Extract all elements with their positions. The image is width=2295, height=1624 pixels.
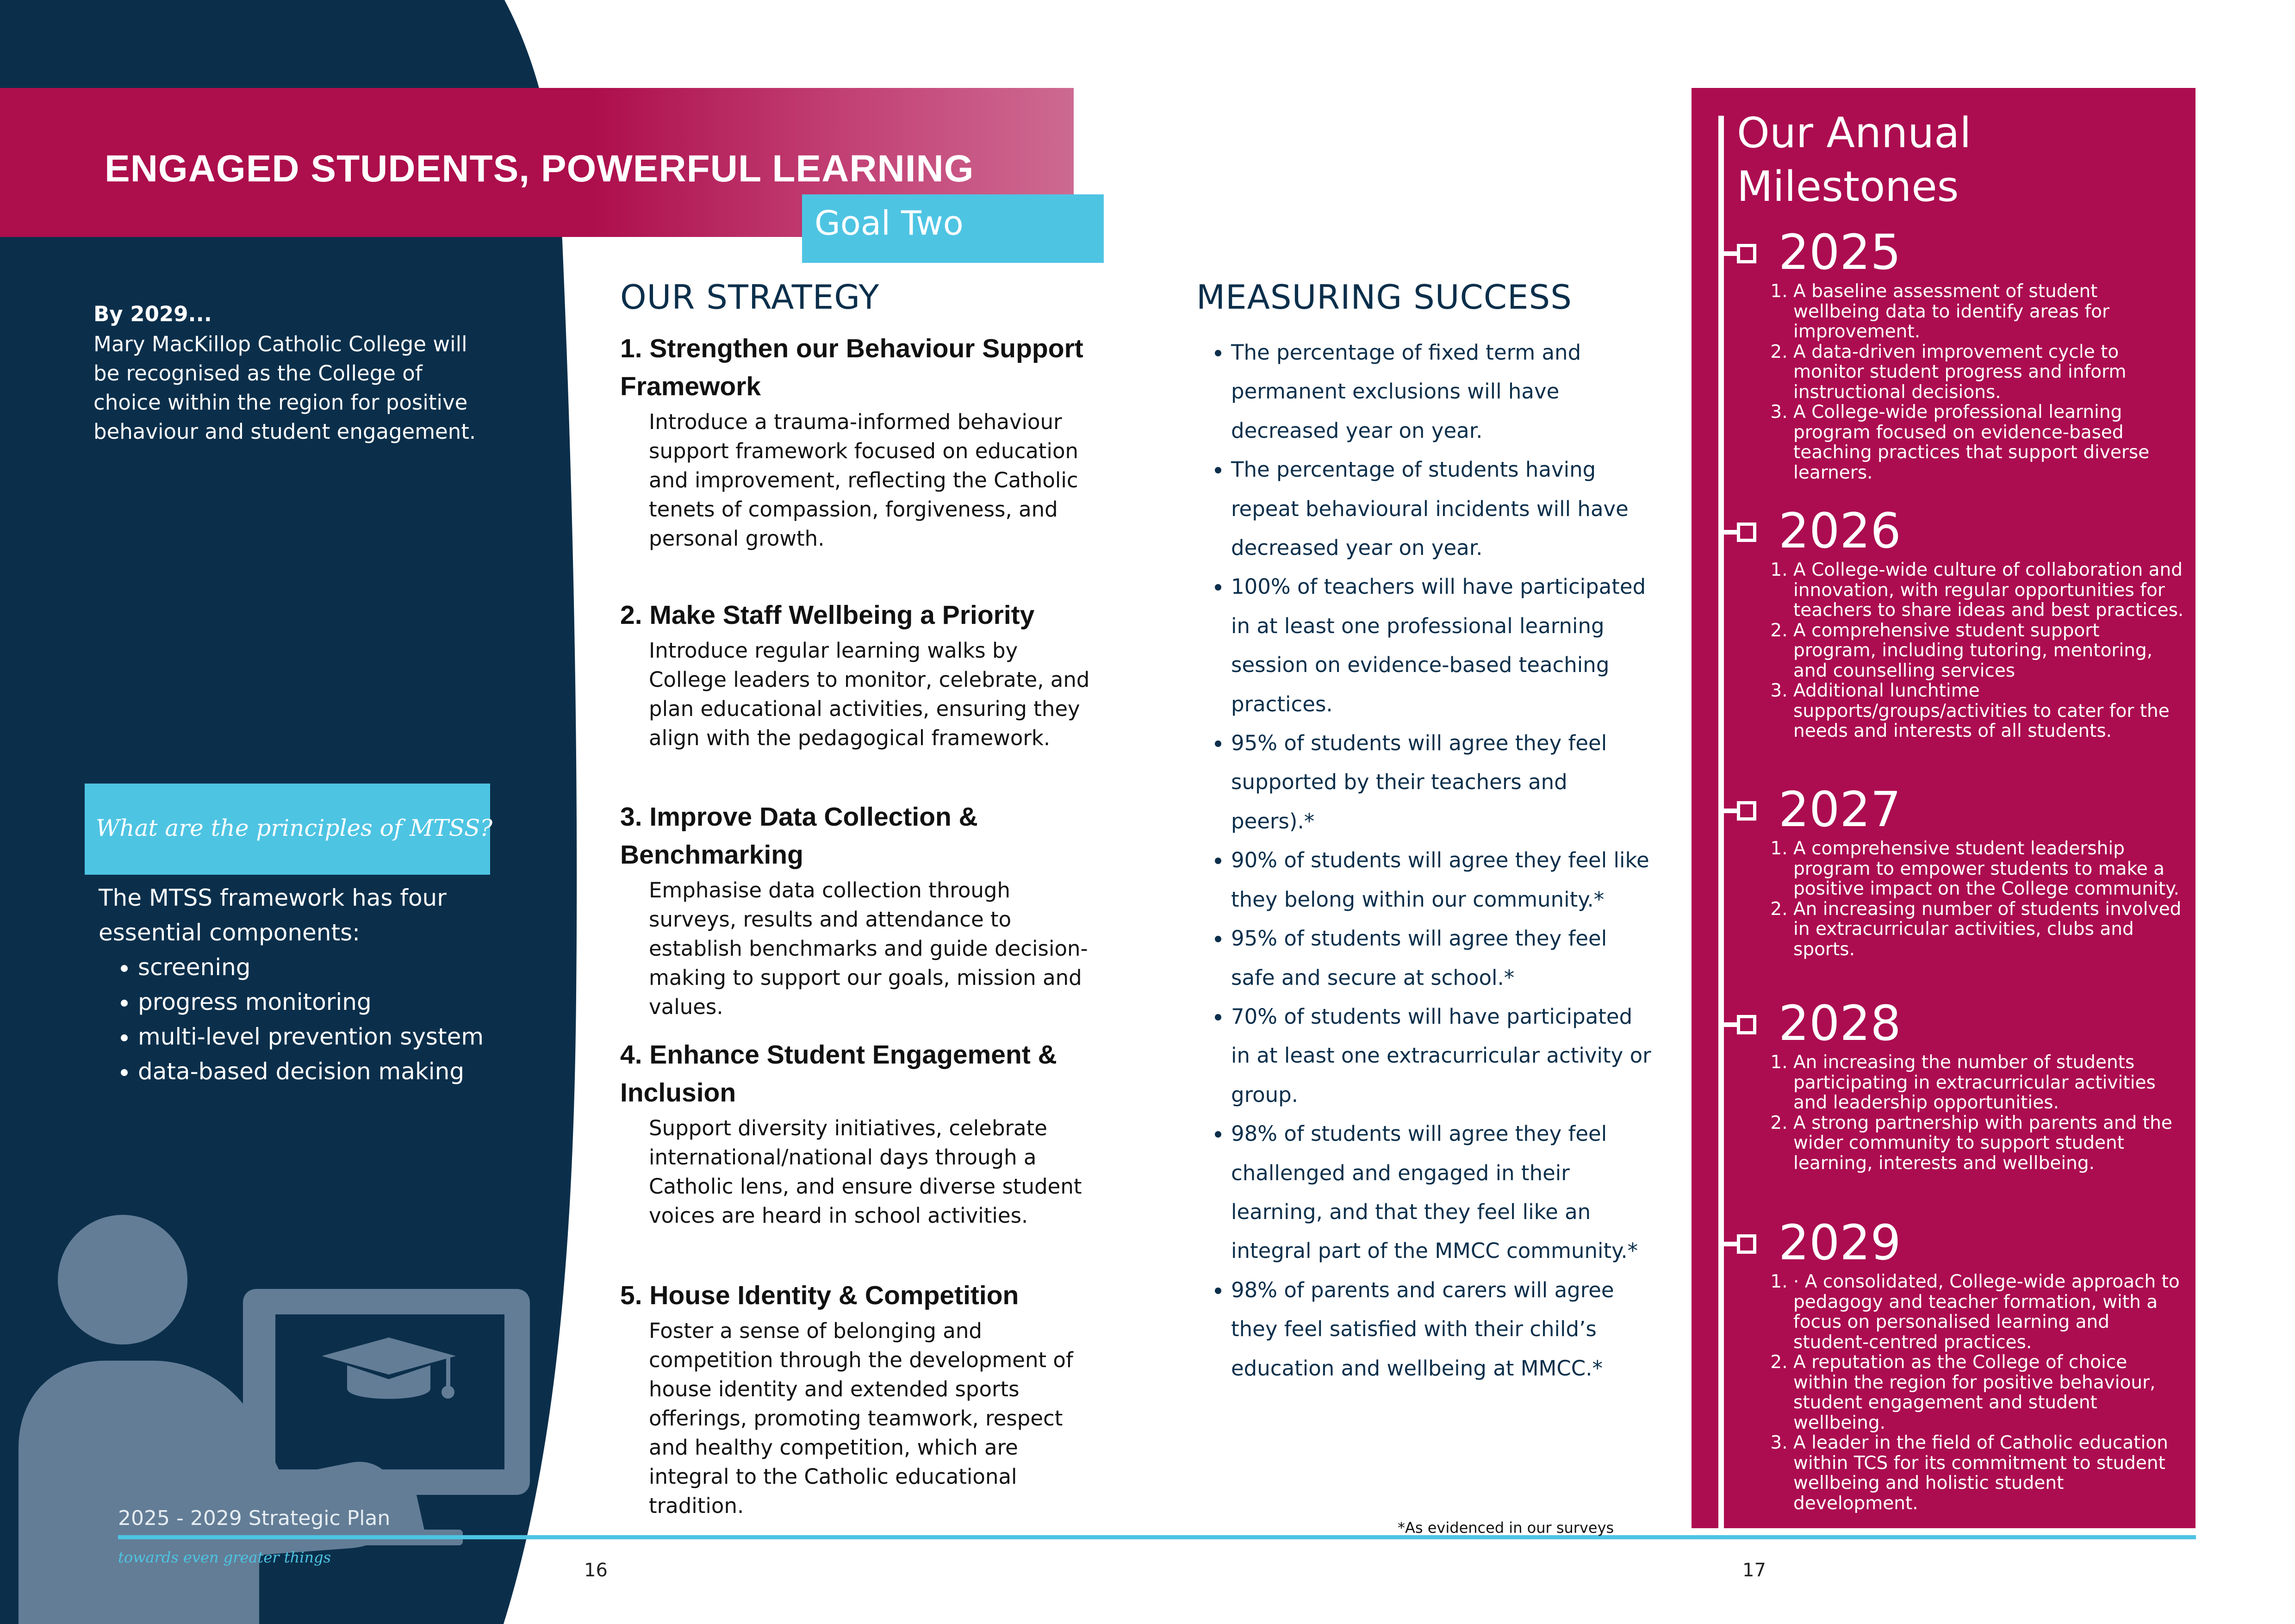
page-title: ENGAGED STUDENTS, POWERFUL LEARNING — [105, 148, 974, 190]
list-item: • 70% of students will have participated in at least one extracurricular activity or group. — [1231, 997, 1657, 1114]
list-item: • 90% of students will agree they feel like they belong within our community.* — [1231, 841, 1657, 919]
strategy-item-body: Emphasise data collection through surveys, results and attendance to establish benchmarks and guide decision-making to support our goals, mission and values. — [649, 878, 1088, 1019]
timeline-node-icon — [1737, 1015, 1756, 1034]
measuring-success-list — [1203, 333, 1657, 1388]
goal-label: Goal Two — [815, 204, 964, 243]
milestone-list — [1760, 560, 2187, 741]
mtss-question: What are the principles of MTSS? — [96, 815, 493, 841]
list-item: • multi-level prevention system — [138, 1020, 545, 1054]
strategy-item-body: Introduce regular learning walks by College leaders to monitor, celebrate, and plan educational activities, ensuring they align with the pedagogical framework. — [649, 638, 1090, 750]
strategy-item — [620, 798, 1092, 1021]
strategy-item-title: 2. Make Staff Wellbeing a Priority — [620, 600, 1035, 630]
list-item: • The percentage of students having repeat behavioural incidents will have decreased year on year. — [1231, 450, 1657, 567]
list-item: 2. A comprehensive student support program, including tutoring, mentoring, and counselling services — [1793, 621, 2187, 681]
strategy-item — [620, 596, 1092, 753]
strategy-item-title: 5. House Identity & Competition — [620, 1281, 1019, 1310]
milestone-year: 2025 — [1779, 224, 1901, 280]
list-item: 1. An increasing the number of students participating in extracurricular activities and leadership opportunities. — [1793, 1052, 2187, 1113]
milestone-list — [1760, 839, 2187, 959]
timeline-node-icon — [1737, 244, 1756, 263]
footer-plan-label: 2025 - 2029 Strategic Plan — [118, 1506, 391, 1530]
list-item: • The percentage of fixed term and permanent exclusions will have decreased year on year. — [1231, 333, 1657, 450]
page-number-left: 16 — [584, 1560, 608, 1581]
list-item: • 98% of students will agree they feel challenged and engaged in their learning, and that they feel like an integral part of the MMCC community.* — [1231, 1114, 1657, 1271]
measuring-success-heading: MEASURING SUCCESS — [1196, 278, 1572, 317]
milestone-year: 2026 — [1779, 503, 1901, 559]
milestone-list — [1760, 1272, 2187, 1513]
timeline-line — [1718, 116, 1724, 1528]
footer-tagline: towards even greater things — [118, 1549, 331, 1566]
list-item: 2. A strong partnership with parents and the wider community to support student learning, interests and wellbeing. — [1793, 1113, 2187, 1174]
milestones-title: Our Annual Milestones — [1737, 109, 1972, 211]
strategy-item-body: Introduce a trauma-informed behaviour support framework focused on education and improvement, reflecting the Catholic tenets of compassion, forgiveness, and personal growth. — [649, 410, 1078, 551]
timeline-node-icon — [1737, 801, 1756, 821]
list-item: 2. A reputation as the College of choice within the region for positive behaviour, student engagement and student wellbeing. — [1793, 1352, 2187, 1433]
milestone-list — [1760, 1052, 2187, 1173]
vision-heading: By 2029... — [93, 302, 212, 326]
timeline-connector — [1718, 1242, 1738, 1246]
list-item: 1. A College-wide culture of collaboration and innovation, with regular opportunities for teachers to share ideas and best practices. — [1793, 560, 2187, 621]
milestone-year: 2028 — [1779, 995, 1901, 1052]
list-item: • 100% of teachers will have participated in at least one professional learning session on evidence-based teaching practices. — [1231, 567, 1657, 724]
strategy-item-body: Support diversity initiatives, celebrate international/national days through a Catholic lens, and ensure diverse student voices are heard in school activities. — [649, 1116, 1082, 1228]
footer-divider — [118, 1535, 2196, 1539]
mtss-intro: The MTSS framework has four essential components: — [99, 884, 447, 946]
list-item: 3. Additional lunchtime supports/groups/activities to cater for the needs and interests of all students. — [1793, 681, 2187, 741]
list-item: 1. A comprehensive student leadership program to empower students to make a positive impact on the College community. — [1793, 839, 2187, 899]
list-item: • 95% of students will agree they feel supported by their teachers and peers).* — [1231, 724, 1657, 841]
strategy-item — [620, 1036, 1092, 1230]
strategy-item-title: 3. Improve Data Collection & Benchmarking — [620, 802, 978, 870]
strategy-item-body: Foster a sense of belonging and competition through the development of house identity and extended sports offerings, promoting teamwork, respect and healthy competition, which are integral to the Catholic educational tradition. — [649, 1319, 1073, 1518]
list-item: • 98% of parents and carers will agree they feel satisfied with their child’s education and wellbeing at MMCC.* — [1231, 1271, 1657, 1388]
strategy-heading: OUR STRATEGY — [620, 278, 880, 317]
milestone-list — [1760, 281, 2187, 483]
list-item: 1. A baseline assessment of student wellbeing data to identify areas for improvement. — [1793, 281, 2187, 342]
milestone-year: 2027 — [1779, 781, 1901, 838]
milestone-year: 2029 — [1779, 1214, 1901, 1271]
list-item: 2. An increasing number of students involved in extracurricular activities, clubs and sports. — [1793, 899, 2187, 960]
timeline-connector — [1718, 1022, 1738, 1027]
mtss-component-list — [99, 950, 545, 1089]
timeline-node-icon — [1737, 1234, 1756, 1254]
strategy-item-title: 4. Enhance Student Engagement & Inclusion — [620, 1040, 1057, 1108]
strategy-item — [620, 330, 1092, 553]
list-item: • screening — [138, 950, 545, 985]
list-item: 2. A data-driven improvement cycle to monitor student progress and inform instructional decisions. — [1793, 342, 2187, 403]
list-item: 3. A College-wide professional learning program focused on evidence-based teaching practices that support diverse learners. — [1793, 402, 2187, 483]
page-number-right: 17 — [1742, 1560, 1766, 1581]
list-item: • progress monitoring — [138, 985, 545, 1020]
timeline-connector — [1718, 251, 1738, 256]
list-item: • 95% of students will agree they feel safe and secure at school.* — [1231, 919, 1657, 997]
timeline-connector — [1718, 809, 1738, 813]
list-item: • data-based decision making — [138, 1054, 545, 1089]
timeline-connector — [1718, 530, 1738, 535]
strategy-item-title: 1. Strengthen our Behaviour Support Framework — [620, 334, 1083, 401]
vision-statement: Mary MacKillop Catholic College will be recognised as the College of choice within the region for positive behaviour and student engagement. — [93, 332, 476, 444]
list-item: 3. A leader in the field of Catholic education within TCS for its commitment to student wellbeing and holistic student development. — [1793, 1433, 2187, 1513]
survey-footnote: *As evidenced in our surveys — [1398, 1519, 1614, 1537]
timeline-node-icon — [1737, 523, 1756, 542]
list-item: 1. · A consolidated, College-wide approach to pedagogy and teacher formation, with a focus on personalised learning and student-centred practices. — [1793, 1272, 2187, 1352]
strategy-item — [620, 1276, 1092, 1520]
